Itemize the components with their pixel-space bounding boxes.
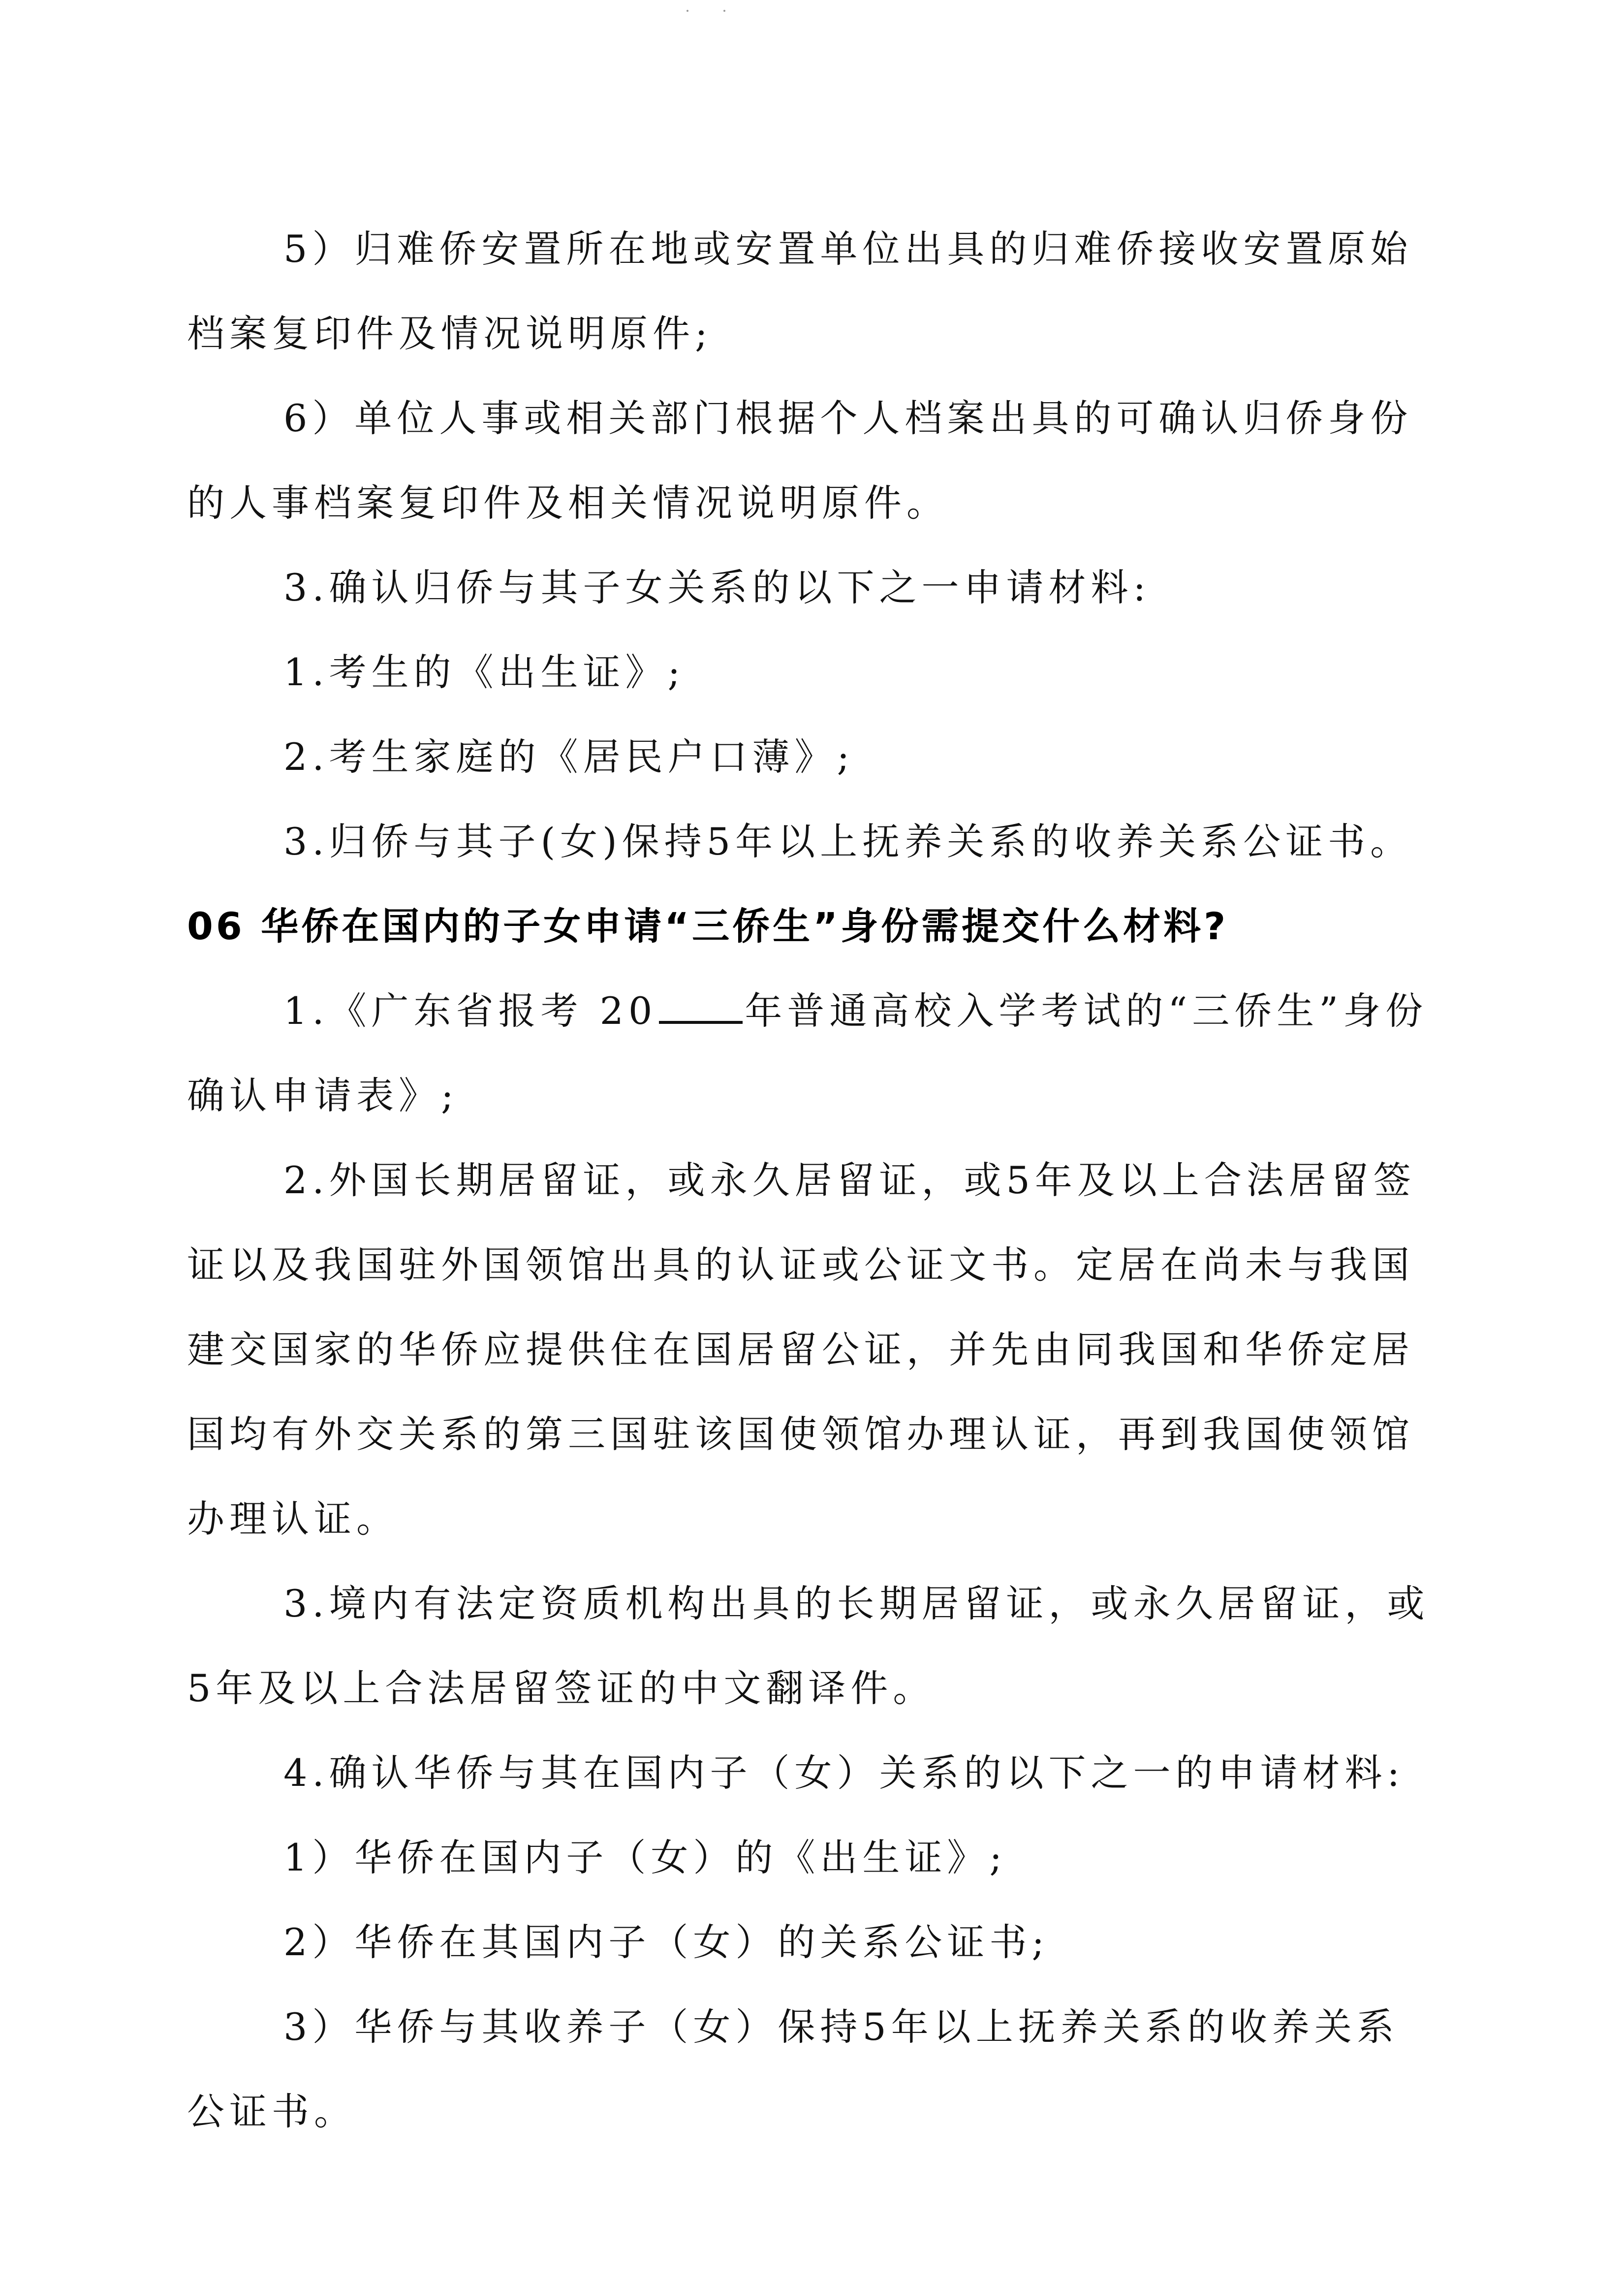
text-fragment: 1.《广东省报考 20 — [283, 989, 657, 1033]
text-line: 2.外国长期居留证，或永久居留证，或5年及以上合法居留签 — [283, 1158, 1416, 1202]
text-line: 建交国家的华侨应提供住在国居留公证，并先由同我国和华侨定居 — [187, 1328, 1414, 1371]
fill-in-blank — [659, 991, 743, 1024]
text-line: 2）华侨在其国内子（女）的关系公证书; — [283, 1920, 1049, 1964]
text-line: 3.境内有法定资质机构出具的长期居留证，或永久居留证，或 — [283, 1582, 1430, 1625]
section-heading: 06 华侨在国内的子女申请“三侨生”身份需提交什么材料? — [187, 904, 1229, 948]
text-line: 3）华侨与其收养子（女）保持5年以上抚养关系的收养关系 — [283, 2005, 1399, 2049]
text-line — [187, 969, 1476, 1053]
text-line: 证以及我国驻外国领馆出具的认证或公证文书。定居在尚未与我国 — [187, 1243, 1414, 1287]
document-body — [187, 207, 1476, 2154]
text-line: 国均有外交关系的第三国驻该国使领馆办理认证，再到我国使领馆 — [187, 1412, 1414, 1456]
text-line: 公证书。 — [187, 2090, 356, 2133]
scan-speck — [723, 10, 725, 12]
text-line: 6）单位人事或相关部门根据个人档案出具的可确认归侨身份 — [283, 396, 1413, 440]
text-line: 3.归侨与其子(女)保持5年以上抚养关系的收养关系公证书。 — [283, 820, 1413, 863]
text-line: 确认申请表》; — [187, 1074, 459, 1117]
text-line: 2.考生家庭的《居民户口薄》; — [283, 735, 855, 779]
text-line: 1.考生的《出生证》; — [283, 650, 686, 694]
text-line: 3.确认归侨与其子女关系的以下之一申请材料: — [283, 566, 1151, 609]
text-fragment: 年普通高校入学考试的“三侨生”身份 — [745, 989, 1428, 1033]
text-line: 档案复印件及情况说明原件; — [187, 312, 713, 355]
text-line: 4.确认华侨与其在国内子（女）关系的以下之一的申请材料: — [283, 1751, 1405, 1795]
text-line: 5）归难侨安置所在地或安置单位出具的归难侨接收安置原始 — [283, 227, 1413, 271]
scan-speck — [687, 10, 688, 12]
text-line: 的人事档案复印件及相关情况说明原件。 — [187, 481, 949, 525]
text-line: 5年及以上合法居留签证的中文翻译件。 — [187, 1666, 936, 1710]
text-line: 办理认证。 — [187, 1497, 399, 1541]
text-line: 1）华侨在国内子（女）的《出生证》; — [283, 1836, 1007, 1879]
